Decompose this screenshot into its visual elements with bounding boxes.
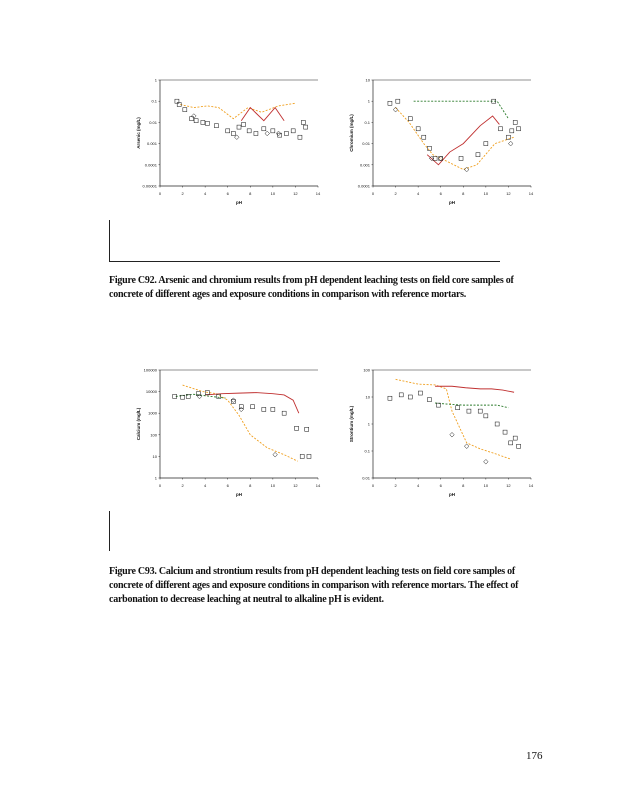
data-point-square (239, 405, 243, 409)
series-line (396, 379, 511, 459)
data-point-square (427, 398, 431, 402)
x-tick-label: 10 (270, 483, 276, 488)
arsenic-chart-svg (130, 72, 325, 220)
data-point-square (301, 120, 305, 124)
strontium-series-1 (435, 386, 514, 392)
data-point-square (262, 407, 266, 411)
data-point-square (291, 129, 295, 133)
data-point-square (408, 395, 412, 399)
x-tick-label: 10 (270, 191, 276, 196)
arsenic-axes (136, 78, 321, 206)
data-point-square (439, 156, 443, 160)
x-tick-label: 8 (249, 483, 252, 488)
x-tick-label: 12 (293, 483, 298, 488)
y-tick-label: 0.0001 (144, 162, 157, 168)
data-point-square (237, 125, 241, 129)
calcium-series-4 (197, 394, 277, 457)
arsenic-series-3 (192, 114, 281, 140)
y-tick-label: 0.1 (364, 448, 370, 454)
x-tick-label: 12 (506, 191, 511, 196)
x-tick-label: 0 (158, 483, 162, 488)
data-point-square (214, 124, 218, 128)
series-line (183, 385, 298, 461)
y-tick-label: 1 (367, 421, 370, 427)
series-line (414, 101, 509, 118)
calcium-series-1 (205, 393, 299, 414)
data-point-square (205, 121, 209, 125)
data-point-square (484, 414, 488, 418)
data-point-square (388, 396, 392, 400)
data-point-square (217, 394, 221, 398)
data-point-square (513, 436, 517, 440)
data-point-square (194, 119, 198, 123)
y-tick-label: 10 (365, 77, 370, 83)
y-tick-label: 1000 (148, 410, 157, 416)
data-point-diamond (276, 131, 281, 136)
data-point-diamond (484, 459, 489, 464)
data-point-square (183, 108, 187, 112)
x-tick-label: 6 (226, 483, 229, 488)
y-tick-label: 0.01 (362, 475, 370, 481)
chromium-chart (343, 72, 538, 220)
x-tick-label: 12 (506, 483, 511, 488)
y-tick-label: 10 (365, 394, 370, 400)
chromium-series-2 (427, 116, 499, 165)
data-point-square (271, 129, 275, 133)
x-axis-label: pH (236, 200, 242, 205)
y-tick-label: 100 (363, 367, 370, 373)
series-line (435, 386, 514, 392)
data-point-square (503, 430, 507, 434)
data-point-square (242, 122, 246, 126)
data-point-square (284, 131, 288, 135)
calcium-axes (136, 368, 321, 498)
x-axis-label: pH (236, 492, 242, 497)
series-line (180, 103, 295, 118)
data-point-square (517, 127, 521, 131)
series-line (205, 393, 299, 414)
x-tick-label: 4 (204, 483, 207, 488)
arsenic-series-0 (180, 103, 295, 118)
data-point-square (298, 135, 302, 139)
strontium-chart-svg (343, 362, 538, 512)
data-point-square (517, 444, 521, 448)
x-tick-label: 8 (462, 483, 465, 488)
legend-frame-c93 (109, 511, 500, 551)
data-point-diamond (508, 141, 513, 146)
y-axis-label: Calcium (mg/L) (136, 407, 141, 441)
series-line (435, 403, 508, 408)
data-point-square (388, 101, 392, 105)
y-tick-label: 1 (154, 475, 157, 481)
series-line (427, 116, 499, 165)
figure-c92-caption: Figure C92. Arsenic and chromium results from pH dependent leaching tests on field core samples of concrete of different ages and exposure conditions in comparison with reference mortars. (109, 275, 514, 300)
y-tick-label: 0.001 (146, 141, 157, 147)
data-point-diamond (239, 407, 244, 412)
x-tick-label: 6 (226, 191, 229, 196)
data-point-square (231, 131, 235, 135)
x-tick-label: 14 (528, 483, 534, 488)
y-tick-label: 0.00001 (142, 183, 157, 189)
x-tick-label: 4 (417, 191, 420, 196)
data-point-square (427, 146, 431, 150)
page-number: 176 (526, 750, 543, 762)
data-point-square (495, 422, 499, 426)
data-point-square (262, 127, 266, 131)
y-tick-label: 100000 (143, 367, 157, 373)
chromium-series-1 (396, 108, 514, 170)
arsenic-series-1 (241, 108, 284, 121)
data-point-diamond (265, 131, 270, 136)
x-tick-label: 2 (181, 191, 184, 196)
data-point-square (282, 411, 286, 415)
x-tick-label: 2 (394, 483, 397, 488)
data-point-square (295, 426, 299, 430)
figure-c93-caption: Figure C93. Calcium and strontium results from pH dependent leaching tests on field core samples of concrete of different ages and exposure conditions in comparison with reference mortars. The effect of carbonation to decrease leaching at neutral to alkaline pH is evident. (109, 566, 519, 605)
x-tick-label: 0 (371, 483, 375, 488)
data-point-square (418, 391, 422, 395)
chromium-series-3 (388, 99, 521, 160)
y-tick-label: 0.1 (151, 98, 157, 104)
data-point-square (467, 409, 471, 413)
calcium-chart-svg (130, 362, 325, 512)
x-axis-label: pH (449, 200, 455, 205)
data-point-square (399, 393, 403, 397)
series-line (241, 108, 284, 121)
data-point-square (456, 406, 460, 410)
legend-frame-c92 (109, 220, 500, 262)
arsenic-chart (130, 72, 325, 220)
data-point-diamond (450, 432, 455, 437)
y-tick-label: 0.01 (362, 141, 370, 147)
data-point-square (408, 117, 412, 121)
y-tick-label: 10000 (145, 389, 157, 395)
x-tick-label: 10 (483, 483, 489, 488)
calcium-chart (130, 362, 325, 512)
data-point-diamond (273, 452, 278, 457)
x-tick-label: 14 (528, 191, 534, 196)
x-tick-label: 10 (483, 191, 489, 196)
chromium-axes (349, 78, 534, 206)
x-tick-label: 6 (439, 191, 442, 196)
data-point-diamond (192, 114, 197, 119)
y-tick-label: 10 (152, 453, 157, 459)
strontium-chart (343, 362, 538, 512)
x-tick-label: 4 (417, 483, 420, 488)
data-point-square (300, 454, 304, 458)
y-tick-label: 0.1 (364, 119, 370, 125)
y-tick-label: 0.0001 (357, 183, 370, 189)
data-point-square (422, 135, 426, 139)
calcium-series-0 (183, 385, 298, 461)
x-tick-label: 14 (315, 191, 321, 196)
chromium-chart-svg (343, 72, 538, 220)
data-point-square (509, 441, 513, 445)
data-point-square (478, 409, 482, 413)
x-tick-label: 0 (371, 191, 375, 196)
y-tick-label: 100 (150, 432, 157, 438)
y-tick-label: 0.001 (359, 162, 370, 168)
y-axis-label: Arsenic (mg/L) (136, 117, 141, 149)
data-point-square (459, 156, 463, 160)
data-point-square (396, 99, 400, 103)
data-point-square (304, 125, 308, 129)
data-point-square (510, 129, 514, 133)
x-tick-label: 2 (181, 483, 184, 488)
data-point-square (201, 120, 205, 124)
data-point-square (307, 454, 311, 458)
x-axis-label: pH (449, 492, 455, 497)
data-point-square (271, 407, 275, 411)
data-point-square (251, 405, 255, 409)
x-tick-label: 14 (315, 483, 321, 488)
x-tick-label: 2 (394, 191, 397, 196)
chromium-series-4 (393, 107, 513, 171)
x-tick-label: 8 (249, 191, 252, 196)
data-point-square (247, 129, 251, 133)
data-point-square (513, 120, 517, 124)
x-tick-label: 8 (462, 191, 465, 196)
data-point-square (226, 129, 230, 133)
strontium-series-0 (396, 379, 511, 459)
data-point-square (476, 153, 480, 157)
data-point-square (305, 427, 309, 431)
strontium-series-4 (450, 432, 488, 464)
x-tick-label: 4 (204, 191, 207, 196)
data-point-square (254, 131, 258, 135)
data-point-square (499, 127, 503, 131)
y-tick-label: 1 (154, 77, 157, 83)
data-point-diamond (464, 444, 469, 449)
series-line (396, 108, 514, 170)
y-axis-label: Strontium (mg/L) (349, 405, 354, 443)
strontium-series-2 (435, 403, 508, 408)
data-point-diamond (231, 398, 236, 403)
strontium-series-3 (388, 391, 521, 448)
arsenic-series-2 (175, 99, 308, 139)
data-point-square (484, 142, 488, 146)
chromium-series-0 (414, 101, 509, 118)
x-tick-label: 12 (293, 191, 298, 196)
y-tick-label: 1 (367, 98, 370, 104)
x-tick-label: 0 (158, 191, 162, 196)
data-point-square (416, 127, 420, 131)
x-tick-label: 6 (439, 483, 442, 488)
y-tick-label: 0.01 (149, 119, 157, 125)
y-axis-label: Chromium (mg/L) (349, 114, 354, 152)
calcium-series-3 (173, 391, 311, 459)
